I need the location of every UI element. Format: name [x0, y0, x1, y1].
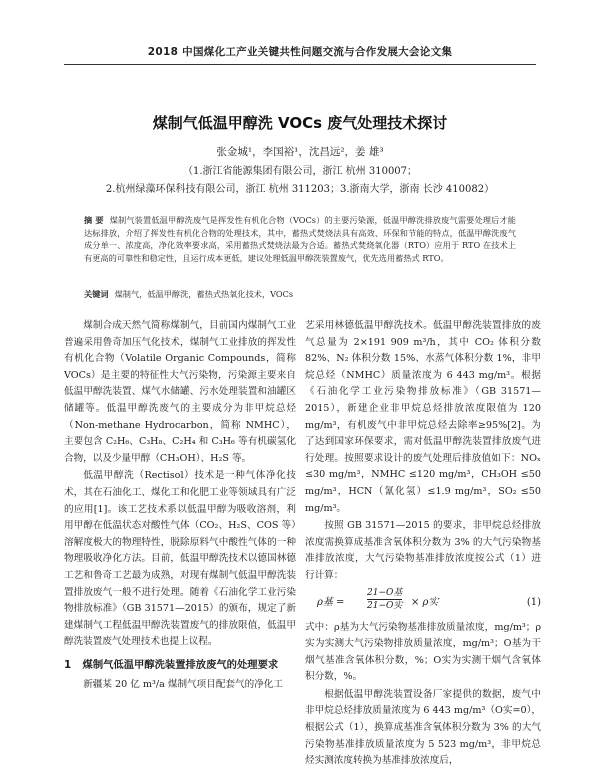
body-paragraph: 式中：ρ基为大气污染物基准排放质量浓度，mg/m³；ρ实为实测大气污染物排放质量浓度，mg/m³；O基为干烟气基准含氧体积分数，%；O实为实测干烟气含氧体积分数，%。 [305, 621, 541, 683]
equation-number: (1) [526, 596, 541, 608]
abstract [84, 214, 516, 264]
right-column [305, 318, 541, 771]
keywords-label: 关键词 [84, 289, 109, 299]
body-paragraph: 新疆某 20 亿 m³/a 煤制气项目配套气的净化工 [83, 678, 283, 690]
running-header: 2018 中国煤化工产业关键共性问题交流与合作发展大会论文集 [147, 46, 453, 58]
keywords-text: 煤制气，低温甲醇洗，蓄热式热氧化技术，VOCs [114, 289, 294, 299]
abstract-text: 煤制气装置低温甲醇洗废气是挥发性有机化合物（VOCs）的主要污染源，低温甲醇洗排放废气需要处理后才能达标排放，介绍了挥发性有机化合物的处理技术，其中，蓄热式焚烧法具有高效、环保和节能的特点，低温甲醇洗废气成分单一、浓度高，净化效率要求高，采用蓄热式焚烧法最为合适。蓄热式焚烧氧化器（RTO）应用于 RTO 在技术上有更高的可靠性和稳定性，且运行成本更低，建议处理低温甲醇洗装置废气，优先选用蓄热式 RTO。 [84, 215, 516, 263]
section-heading [64, 657, 296, 673]
abstract-label: 摘 要 [84, 215, 104, 225]
body-paragraph: 低温甲醇洗（Rectisol）技术是一种气体净化技术，其在石油化工、煤化工和化肥工业等领域具有广泛的应用[1]。该工艺技术系以低温甲醇为吸收溶剂，利用甲醇在低温状态对酸性气体（CO₂、H₂S、COS 等）溶解度极大的物理特性，脱除原料气中酸性气体的一种物理吸收净化方法。目前，低温甲醇洗技术以德国林德工艺和鲁奇工艺最为成熟，对现有煤制气低温甲醇洗装置排放废气一般不进行处理。随着《石油化学工业污染物排放标准》（GB 31571—2015）的颁布，规定了新建煤制气工程低温甲醇洗装置废气的排放限值，低温甲醇洗装置废气处理技术也提上议程。 [64, 470, 296, 648]
affiliation-line-1: （1.浙江省能源集团有限公司，浙江 杭州 310007； [182, 166, 418, 177]
section-title: 煤制气低温甲醇洗装置排放废气的处理要求 [82, 658, 279, 671]
affiliation-line-2: 2.杭州绿藻环保科技有限公司，浙江 杭州 311203；3.浙南大学，浙南 长沙 410082） [105, 184, 495, 195]
author-list: 张金城¹，李国裕¹，沈昌远²，姜 雄³ [216, 146, 384, 158]
equation-1 [305, 587, 541, 617]
paper-title: 煤制气低温甲醇洗 VOCs 废气处理技术探讨 [152, 114, 448, 132]
equation-denominator: 21−O实 [367, 600, 403, 611]
equation-numerator: 21−O基 [367, 587, 403, 598]
body-paragraph: 艺采用林德低温甲醇洗技术。低温甲醇洗装置排放的废气总量为 2×191 909 m³/h，其中 CO₂ 体积分数 82%、N₂ 体积分数 15%、水蒸气体积分数 1%，非甲烷总烃（NMHC）质量浓度为 6 443 mg/m³。根据《石油化学工业污染物排放标准》（GB 31571—2015），新建企业非甲烷总烃排放浓度限值为 120 mg/m³，有机废气中非甲烷总烃去除率≥95%[2]。为了达到国家环保要求，需对低温甲醇洗装置排放废气进行处理。按照要求设计的废气处理后排放值如下：NOₓ ≤30 mg/m³，NMHC ≤120 mg/m³，CH₃OH ≤50 mg/m³，HCN（氰化氢）≤1.9 mg/m³，SO₂ ≤50 mg/m³。 [305, 320, 541, 514]
left-column [64, 318, 296, 694]
header-rule [64, 64, 536, 65]
equation-lhs: ρ基 = [317, 596, 345, 608]
body-paragraph: 根据低温甲醇洗装置设备厂家提供的数据，废气中非甲烷总烃排放质量浓度为 6 443 mg/m³（O实=0），根据公式（1），换算成基准含氧体积分数为 3% 的大气污染物基准排放质量浓度为 5 523 mg/m³，非甲烷总烃实测浓度转换为基准排放浓度后， [305, 688, 541, 767]
keywords [84, 288, 516, 300]
body-paragraph: 煤制合成天然气简称煤制气，目前国内煤制气工业普遍采用鲁奇加压气化技术，煤制气工业排放的挥发性有机化合物（Volatile Organic Compounds，简称 VOCs）是主要的特征性大气污染物，污染源主要来自低温甲醇洗装置、煤气水储罐、污水处理装置和油罐区储罐等。低温甲醇洗废气的主要成分为非甲烷总烃（Non-methane Hydrocarbon，简称 NMHC），主要包含 C₂H₆、C₃H₈、C₂H₄ 和 C₃H₆ 等有机碳氢化合物，以及少量甲醇（CH₃OH）、H₂S 等。 [64, 320, 296, 464]
body-paragraph: 按照 GB 31571—2015 的要求，非甲烷总烃排放浓度需换算成基准含氧体积分数为 3% 的大气污染物基准排放浓度，大气污染物基准排放浓度按公式（1）进行计算： [305, 520, 541, 581]
section-number: 1 [64, 658, 72, 671]
equation-rhs: × ρ实 [411, 596, 439, 608]
equation-fraction [367, 587, 402, 612]
